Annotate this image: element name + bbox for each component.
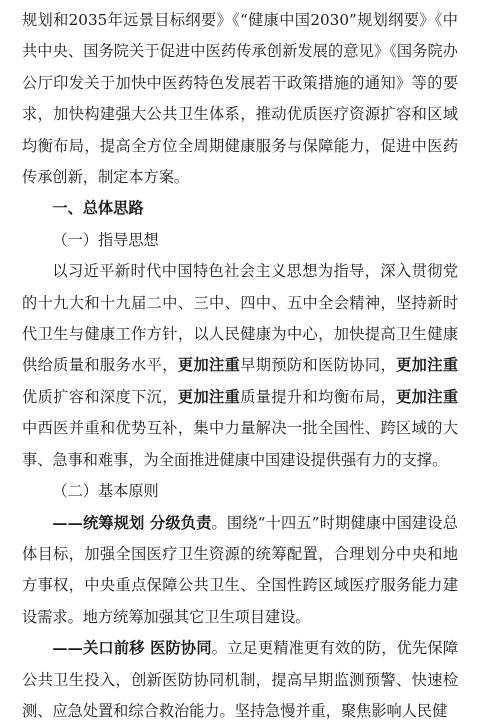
guiding-text-5: 中西医并重和优势互补，集中力量解决一批全国性、跨区域的大事、急事和难事，为全面推进健康中国建设提供强有力的支撑。 xyxy=(22,419,458,469)
principle-2-paragraph xyxy=(22,633,458,727)
guiding-text-1: 以习近平新时代中国特色社会主义思想为指导，深入贯彻党的十九大和十九届二中、三中、四中、五中全会精神，坚持新时代卫生与健康工作方针，以人民健康为中心，加快提高卫生健康供给质量和服务水平， xyxy=(22,262,458,375)
principle-1-title: ——统筹规划 分级负责 xyxy=(52,513,212,532)
guiding-text-3: 优质扩容和深度下沉， xyxy=(22,387,178,406)
emphasis-2: 更加注重 xyxy=(396,356,459,375)
subsection-heading-guiding-ideology: （一）指导思想 xyxy=(52,230,159,249)
intro-paragraph: 规划和2035年远景目标纲要》《“健康中国2030”规划纲要》《中共中央、国务院关于促进中医药传承创新发展的意见》《国务院办公厅印发关于加快中医药特色发展若干政策措施的通知》等的要求，加快构建强大公共卫生体系，推动优质医疗资源扩容和区域均衡布局，提高全方位全周期健康服务与保障能力，促进中医药传承创新，制定本方案。 xyxy=(22,11,458,187)
principle-2-title: ——关口前移 医防协同 xyxy=(52,639,212,658)
emphasis-4: 更加注重 xyxy=(396,387,459,406)
guiding-text-4: 质量提升和均衡布局， xyxy=(240,387,397,406)
guiding-ideology-paragraph xyxy=(22,256,458,476)
guiding-text-2: 早期预防和医防协同， xyxy=(240,356,397,375)
emphasis-1: 更加注重 xyxy=(177,356,241,375)
section-heading-overall-approach: 一、总体思路 xyxy=(52,199,144,218)
principle-1-text: 。围绕“十四五”时期健康中国建设总体目标，加强全国医疗卫生资源的统筹配置，合理划分中央和地方事权，中央重点保障公共卫生、全国性跨区域医疗服务能力建设需求。地方统筹加强其它卫生项目建设。 xyxy=(22,513,458,626)
subsection-heading-basic-principles: （二）基本原则 xyxy=(52,482,159,501)
emphasis-3: 更加注重 xyxy=(177,387,241,406)
principle-1-paragraph xyxy=(22,508,458,634)
principle-2-text: 。立足更精准更有效的防，优先保障公共卫生投入，创新医防协同机制，提高早期监测预警、快速检测、应急处置和综合救治能力。坚持急慢并重，聚焦影响人民健 xyxy=(22,639,458,720)
